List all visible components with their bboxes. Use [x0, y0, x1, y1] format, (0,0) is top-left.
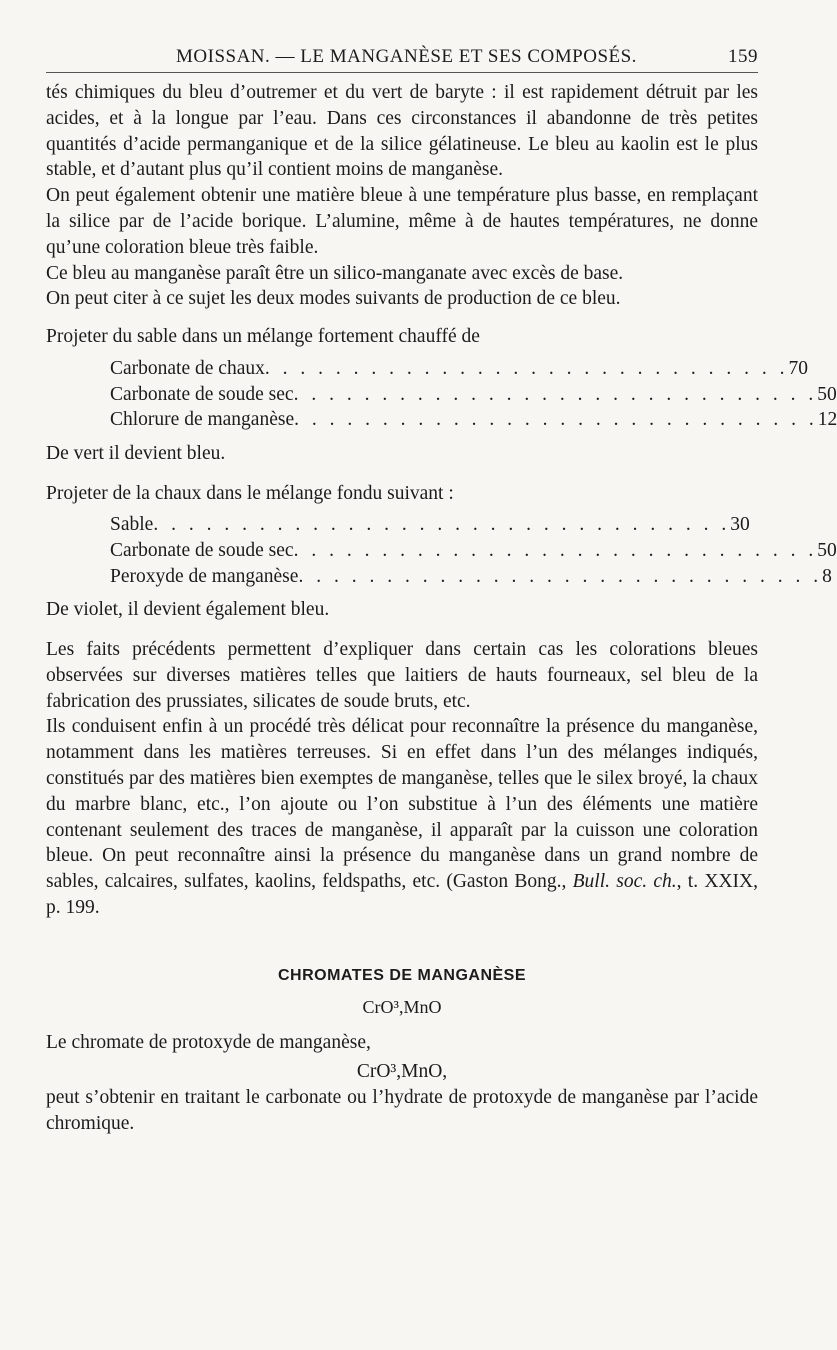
paragraph: De vert il devient bleu. — [46, 442, 226, 464]
paragraph: On peut citer à ce sujet les deux modes suivants de production de ce bleu. — [46, 288, 621, 310]
paragraph: Projeter de la chaux dans le mélange fondu suivant : — [46, 482, 454, 504]
recipe-list-1 — [110, 356, 837, 433]
recipe-list-2 — [110, 512, 837, 589]
journal-title: Bull. soc. ch. — [572, 871, 677, 893]
inline-formula: CrO³,MnO, — [356, 1061, 448, 1083]
recipe-row: Sable . . . . . . . . . . . . . . . . . . . . . . . . . . . . . . . . . 30 — [110, 512, 690, 538]
ingredient-qty: 12 — [817, 409, 837, 431]
page-number: 159 — [728, 46, 758, 67]
ingredient-qty: 50 — [817, 383, 837, 405]
recipe-row: Peroxyde de manganèse . . . . . . . . . . . . . . . . . . . . . . . . . . . . . . 8 — [110, 564, 690, 590]
section-formula: CrO³,MnO — [362, 996, 442, 1017]
paragraph: Ce bleu au manganèse paraît être un silico-manganate avec excès de base. — [46, 262, 624, 284]
ingredient-qty: 70 — [788, 357, 808, 379]
ingredient-name: Peroxyde de manganèse — [110, 565, 299, 587]
ingredient-qty: 30 — [730, 514, 750, 536]
recipe-row: Carbonate de soude sec . . . . . . . . . . . . . . . . . . . . . . . . . . . . . . 50 — [110, 538, 690, 564]
paragraph: Le chromate de protoxyde de manganèse, — [46, 1031, 371, 1053]
paragraph: Les faits précédents permettent d’expliquer dans certain cas les colorations bleues observées sur diverses matières telles que laitiers de hauts fourneaux, sel bleu de la fabrication des prussiates, silicates de soude bruts, etc. — [46, 638, 758, 712]
paragraph: Ils conduisent enfin à un procédé très délicat pour reconnaître la présence du manganèse, notamment dans les matières terreuses. Si en effet dans l’un des mélanges indiqués, constitués par des matières bien exemptes de manganèse, telles que le silex broyé, la chaux du marbre blanc, etc., l’on ajoute ou l’on substitue à l’un des éléments une matière contenant seulement des traces de manganèse, il apparaît par la cuisson une coloration bleue. On peut reconnaître ainsi la présence du manganèse dans un grand nombre de sables, calcaires, sulfates, kaolins, feldspaths, etc. (Gaston Bong., Bull. soc. ch., t. XXIX, p. 199. — [46, 716, 758, 918]
paragraph: On peut également obtenir une matière bleue à une température plus basse, en remplaçant la silice par de l’acide borique. L’alumine, même à de hautes températures, ne donne qu’une coloration bleue très faible. — [46, 185, 758, 258]
recipe-row: Chlorure de manganèse . . . . . . . . . . . . . . . . . . . . . . . . . . . . . . 12 — [110, 407, 690, 433]
paragraph: Projeter du sable dans un mélange fortement chauffé de — [46, 326, 480, 348]
running-header — [46, 46, 758, 73]
recipe-row: Carbonate de soude sec . . . . . . . . . . . . . . . . . . . . . . . . . . . . . . 50 — [110, 382, 690, 408]
paragraph: peut s’obtenir en traitant le carbonate ou l’hydrate de protoxyde de manganèse par l’acide chromique. — [46, 1087, 758, 1135]
running-title: MOISSAN. — LE MANGANÈSE ET SES COMPOSÉS. — [176, 46, 637, 67]
recipe-row: Carbonate de chaux . . . . . . . . . . . . . . . . . . . . . . . . . . . . . . 70 — [110, 356, 690, 382]
ingredient-qty: 8 — [822, 565, 832, 587]
paragraph: tés chimiques du bleu d’outremer et du vert de baryte : il est rapidement détruit par les acides, et à la longue par l’eau. Dans ces circonstances il abandonne de très petites quantités d’acide permanganique et de la silice gélatineuse. Le bleu au kaolin est le plus stable, et d’autant plus qu’il contient moins de manganèse. — [46, 82, 758, 181]
ingredient-name: Sable — [110, 514, 154, 536]
ingredient-name: Chlorure de manganèse — [110, 409, 295, 431]
ingredient-name: Carbonate de soude sec — [110, 539, 294, 561]
section-title: CHROMATES DE MANGANÈSE — [277, 966, 527, 984]
ingredient-name: Carbonate de soude sec — [110, 383, 294, 405]
page-body — [46, 80, 837, 1137]
ingredient-qty: 50 — [817, 539, 837, 561]
paragraph: De violet, il devient également bleu. — [46, 599, 330, 621]
ingredient-name: Carbonate de chaux — [110, 357, 265, 379]
